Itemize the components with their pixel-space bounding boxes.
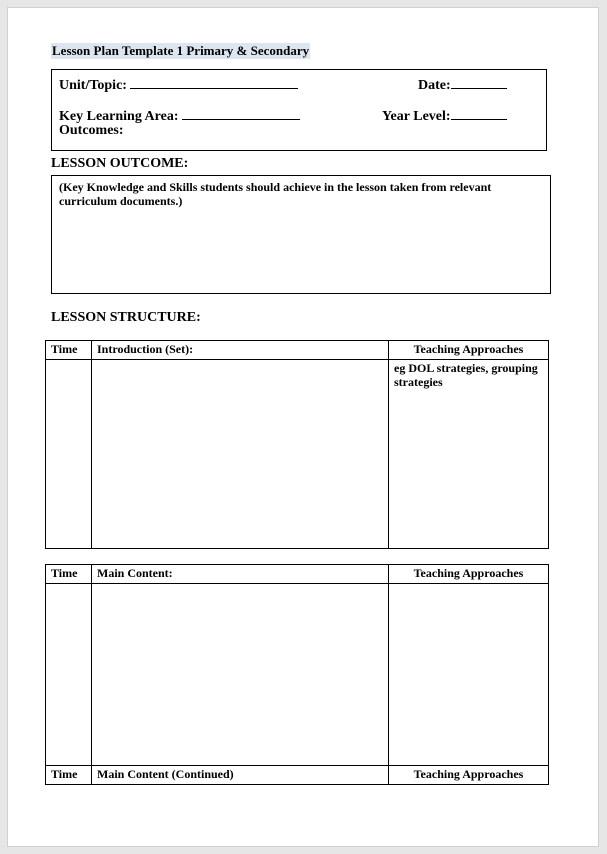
introduction-header-row bbox=[46, 341, 549, 360]
main-content-continued-header: Main Content (Continued) bbox=[92, 766, 389, 785]
introduction-cell bbox=[92, 360, 389, 549]
lesson-outcome-description: (Key Knowledge and Skills students should achieve in the lesson taken from relevant curriculum documents.) bbox=[59, 180, 492, 208]
unit-topic-blank bbox=[130, 76, 298, 89]
date-field bbox=[418, 76, 507, 94]
time-header: Time bbox=[46, 565, 92, 584]
unit-topic-label: Unit/Topic: bbox=[59, 78, 127, 93]
main-content-header-row bbox=[46, 565, 549, 584]
teaching-approaches-cell bbox=[389, 584, 549, 766]
key-learning-area-label: Key Learning Area: bbox=[59, 109, 179, 124]
date-label: Date: bbox=[418, 78, 451, 93]
lesson-outcome-box bbox=[51, 175, 551, 294]
time-header: Time bbox=[46, 341, 92, 360]
year-level-field bbox=[382, 107, 507, 125]
document-page bbox=[7, 7, 599, 847]
introduction-body-row bbox=[46, 360, 549, 549]
lesson-structure-heading: LESSON STRUCTURE: bbox=[51, 310, 201, 325]
document-title: Lesson Plan Template 1 Primary & Secondary bbox=[52, 43, 310, 58]
lesson-outcome-heading: LESSON OUTCOME: bbox=[51, 156, 189, 171]
teaching-approaches-header: Teaching Approaches bbox=[389, 341, 549, 360]
main-content-body-row bbox=[46, 584, 549, 766]
teaching-approaches-header: Teaching Approaches bbox=[389, 766, 549, 785]
main-content-table bbox=[45, 564, 549, 785]
teaching-approaches-cell: eg DOL strategies, grouping strategies bbox=[389, 360, 549, 549]
time-cell bbox=[46, 584, 92, 766]
time-cell bbox=[46, 360, 92, 549]
outcomes-label: Outcomes: bbox=[59, 123, 124, 138]
lesson-details-box bbox=[51, 69, 547, 151]
date-blank bbox=[451, 76, 507, 89]
key-learning-area-blank bbox=[182, 107, 300, 120]
unit-topic-field bbox=[59, 76, 298, 94]
teaching-approaches-header: Teaching Approaches bbox=[389, 565, 549, 584]
main-content-cell bbox=[92, 584, 389, 766]
main-content-header: Main Content: bbox=[92, 565, 389, 584]
introduction-header: Introduction (Set): bbox=[92, 341, 389, 360]
year-level-blank bbox=[451, 107, 507, 120]
year-level-label: Year Level: bbox=[382, 109, 451, 124]
main-content-continued-header-row bbox=[46, 766, 549, 785]
introduction-table bbox=[45, 340, 549, 549]
time-header: Time bbox=[46, 766, 92, 785]
